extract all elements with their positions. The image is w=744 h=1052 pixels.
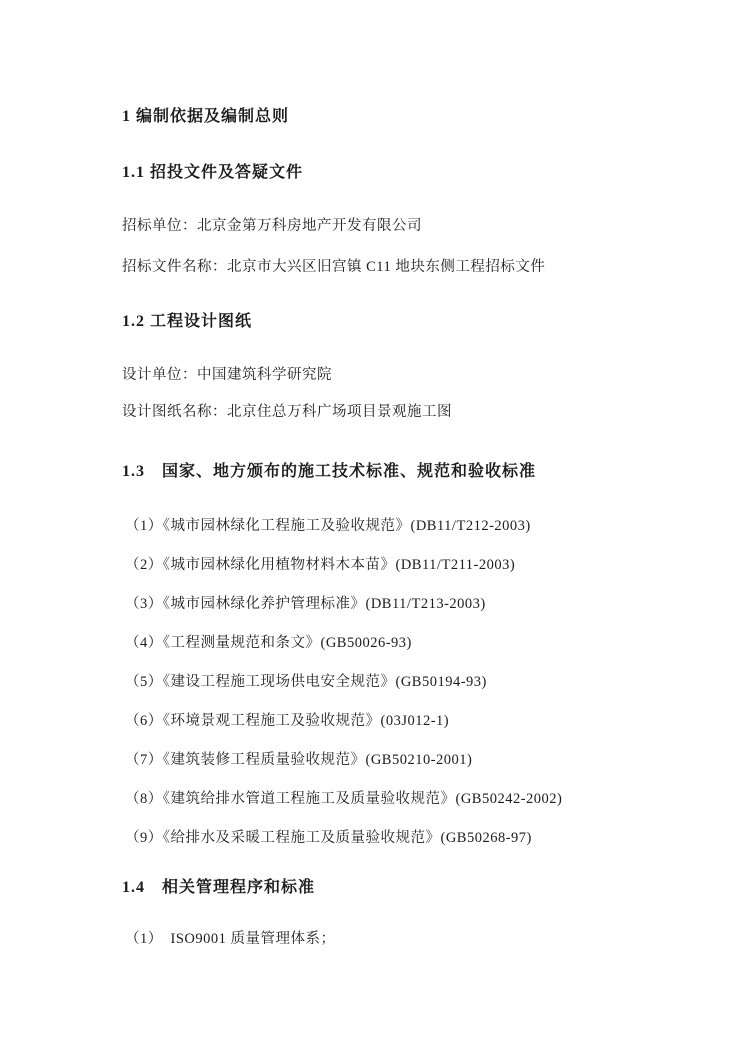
section-heading-1-4: 1.4 相关管理程序和标准 [122, 879, 316, 896]
standard-item-6: （6）《环境景观工程施工及验收规范》(03J012-1) [125, 713, 450, 729]
standard-item-8: （8）《建筑给排水管道工程施工及质量验收规范》(GB50242-2002) [125, 791, 563, 807]
standard-item-4: （4）《工程测量规范和条文》(GB50026-93) [125, 635, 412, 651]
standard-item-5: （5）《建设工程施工现场供电安全规范》(GB50194-93) [125, 674, 487, 690]
standard-item-3: （3）《城市园林绿化养护管理标准》(DB11/T213-2003) [125, 596, 486, 612]
standard-item-1: （1）《城市园林绿化工程施工及验收规范》(DB11/T212-2003) [125, 518, 531, 534]
paragraph-design-unit: 设计单位：中国建筑科学研究院 [122, 367, 332, 383]
standard-item-9: （9）《给排水及采暖工程施工及质量验收规范》(GB50268-97) [125, 830, 532, 846]
standard-item-7: （7）《建筑装修工程质量验收规范》(GB50210-2001) [125, 752, 473, 768]
document-content [122, 108, 642, 947]
standard-item-2: （2）《城市园林绿化用植物材料木本苗》(DB11/T211-2003) [125, 557, 516, 573]
paragraph-bid-unit: 招标单位：北京金第万科房地产开发有限公司 [122, 218, 422, 234]
section-heading-1-2: 1.2 工程设计图纸 [122, 313, 253, 330]
section-heading-1-3: 1.3 国家、地方颁布的施工技术标准、规范和验收标准 [122, 463, 537, 480]
paragraph-design-drawing-name: 设计图纸名称：北京住总万科广场项目景观施工图 [122, 404, 452, 420]
page-title: 1 编制依据及编制总则 [122, 108, 290, 125]
management-item-1: （1） ISO9001 质量管理体系； [125, 931, 336, 947]
section-heading-1-1: 1.1 招投文件及答疑文件 [122, 164, 304, 181]
paragraph-bid-file-name: 招标文件名称：北京市大兴区旧宫镇 C11 地块东侧工程招标文件 [122, 259, 546, 275]
